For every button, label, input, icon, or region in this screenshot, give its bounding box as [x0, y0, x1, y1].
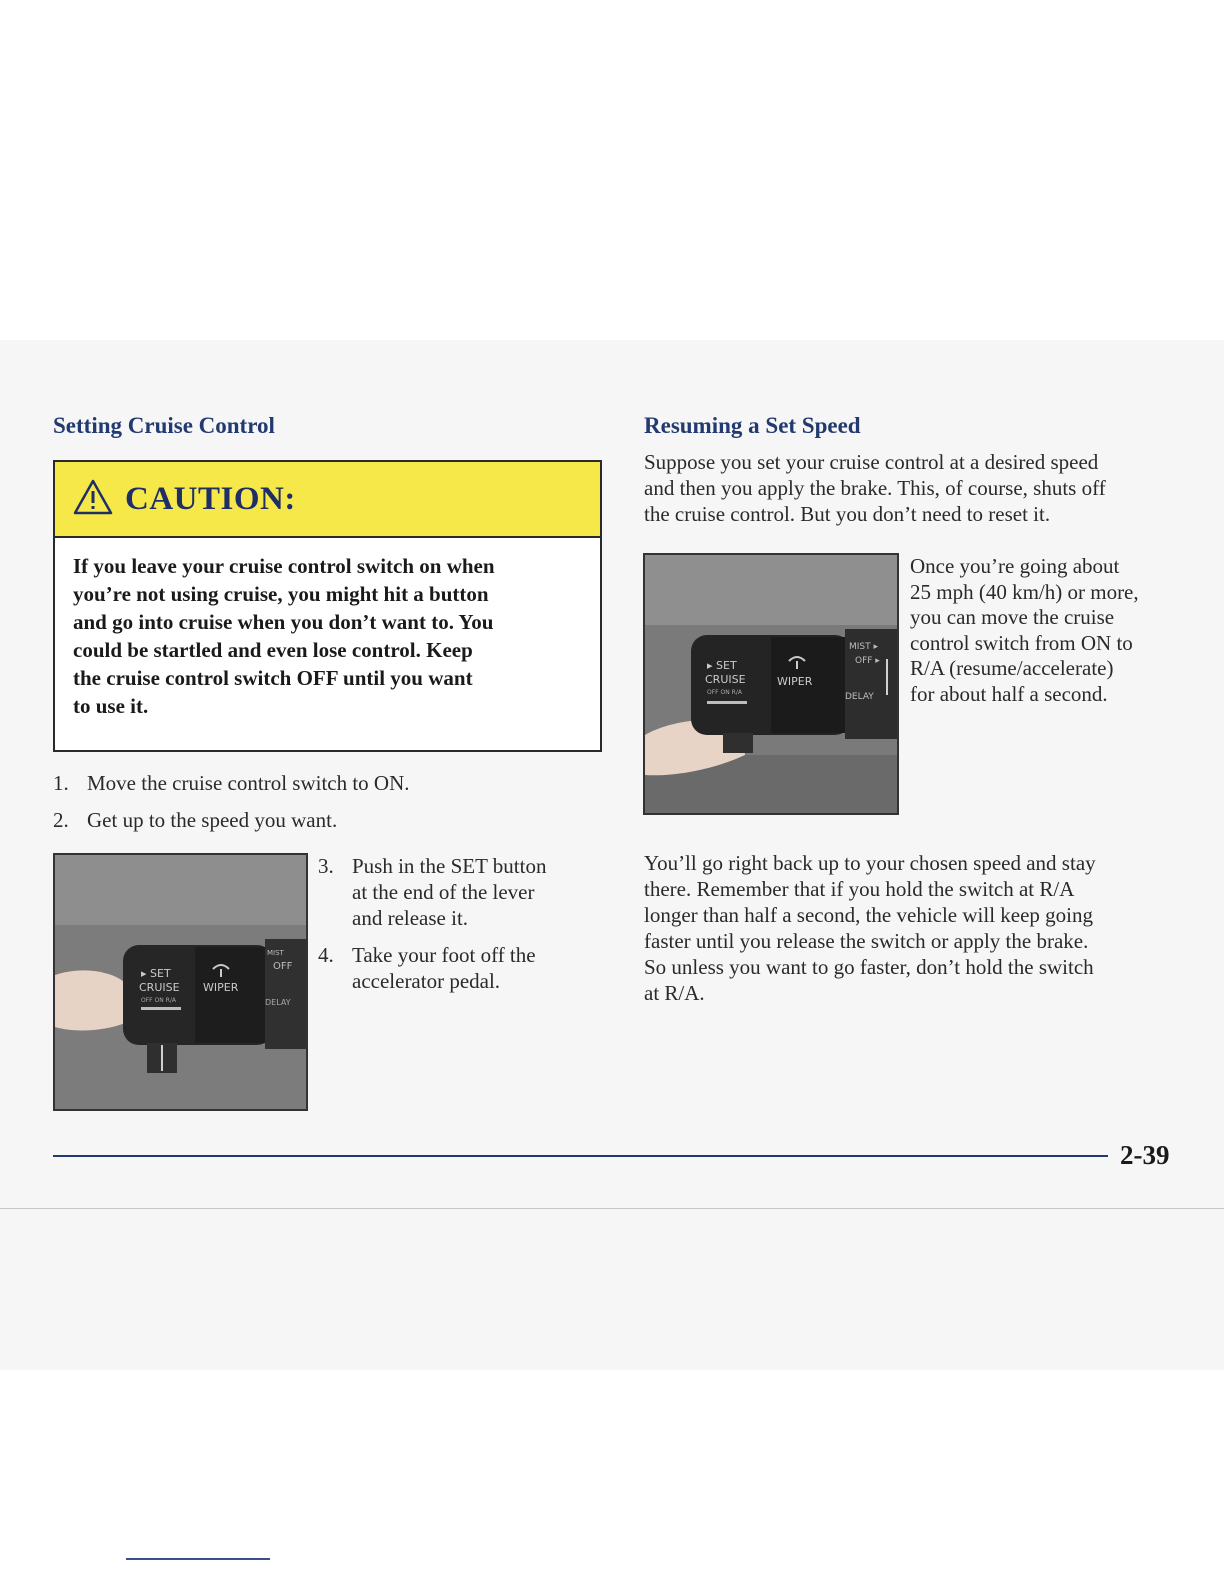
step-3 [318, 853, 546, 931]
photo-label-wiper: WIPER [777, 675, 813, 688]
para-line: for about half a second. [910, 681, 1108, 706]
caution-line: If you leave your cruise control switch on when [73, 554, 495, 578]
step-1 [53, 770, 410, 796]
step-line: and release it. [352, 906, 469, 930]
caution-title: CAUTION: [125, 480, 296, 517]
step-2 [53, 807, 337, 833]
caution-line: you’re not using cruise, you might hit a button [73, 582, 489, 606]
para-line: you can move the cruise [910, 605, 1115, 630]
para-line: longer than half a second, the vehicle will keep going [644, 903, 1094, 927]
caution-text [55, 538, 600, 720]
cruise-lever-photo-set [53, 853, 308, 1111]
step-text: Get up to the speed you want. [87, 808, 338, 832]
para-line: You’ll go right back up to your chosen speed and stay [644, 851, 1096, 875]
photo-label-set: ▸ SET [707, 659, 737, 672]
photo-label-mist: MIST ▸ [849, 642, 879, 652]
para-line: at R/A. [644, 981, 705, 1005]
photo-label-offonra: OFF ON R/A [141, 997, 176, 1004]
caution-line: and go into cruise when you don’t want to. You [73, 610, 494, 634]
caution-box [53, 460, 602, 752]
photo-label-offonra: OFF ON R/A [707, 689, 742, 696]
photo-label-mist: MIST [267, 949, 284, 957]
para-line: R/A (resume/accelerate) [910, 656, 1114, 681]
band-divider [0, 1208, 1224, 1209]
section-heading-resuming-speed: Resuming a Set Speed [644, 413, 861, 438]
photo-label-delay: DELAY [845, 692, 874, 702]
step-line: Push in the SET button [352, 854, 547, 878]
step-4 [318, 942, 536, 994]
step-number: 4. [318, 943, 334, 967]
step-text: Move the cruise control switch to ON. [87, 771, 410, 795]
para-line: 25 mph (40 km/h) or more, [910, 579, 1139, 604]
section-heading-setting-cruise: Setting Cruise Control [53, 413, 275, 438]
photo-label-wiper: WIPER [203, 981, 239, 994]
step-number: 1. [53, 771, 69, 795]
step-line: accelerator pedal. [352, 969, 501, 993]
para-line: Once you’re going about [910, 554, 1120, 578]
photo-label-cruise: CRUISE [139, 981, 180, 994]
caution-line: could be startled and even lose control. Keep [73, 638, 473, 662]
bottom-accent-rule [126, 1558, 270, 1560]
step-line: Take your foot off the [352, 943, 536, 967]
resume-side-paragraph [910, 554, 1139, 708]
step-number: 2. [53, 808, 69, 832]
page-number: 2-39 [1120, 1140, 1170, 1170]
caution-header [55, 462, 600, 538]
para-line: Suppose you set your cruise control at a desired speed [644, 450, 1099, 474]
step-text [352, 942, 536, 994]
step-text [352, 853, 546, 931]
warning-triangle-icon [73, 479, 113, 520]
photo-label-delay: DELAY [265, 998, 291, 1007]
para-line: control switch from ON to [910, 630, 1133, 655]
step-line: at the end of the lever [352, 880, 535, 904]
para-line: So unless you want to go faster, don’t hold the switch [644, 955, 1094, 979]
caution-line: the cruise control switch OFF until you want [73, 666, 473, 690]
photo-label-cruise: CRUISE [705, 673, 746, 686]
closing-paragraph [644, 850, 1096, 1006]
cruise-lever-photo-resume [643, 553, 899, 815]
para-line: faster until you release the switch or apply the brake. [644, 929, 1089, 953]
intro-paragraph [644, 449, 1106, 527]
photo-label-set: ▸ SET [141, 967, 171, 980]
step-number: 3. [318, 854, 334, 878]
caution-line: to use it. [73, 694, 149, 718]
para-line: the cruise control. But you don’t need to reset it. [644, 502, 1051, 526]
footer-rule [53, 1155, 1108, 1157]
para-line: and then you apply the brake. This, of course, shuts off [644, 476, 1106, 500]
photo-label-off: OFF ▸ [855, 656, 880, 666]
photo-label-off: OFF [273, 961, 293, 972]
para-line: there. Remember that if you hold the switch at R/A [644, 877, 1075, 901]
